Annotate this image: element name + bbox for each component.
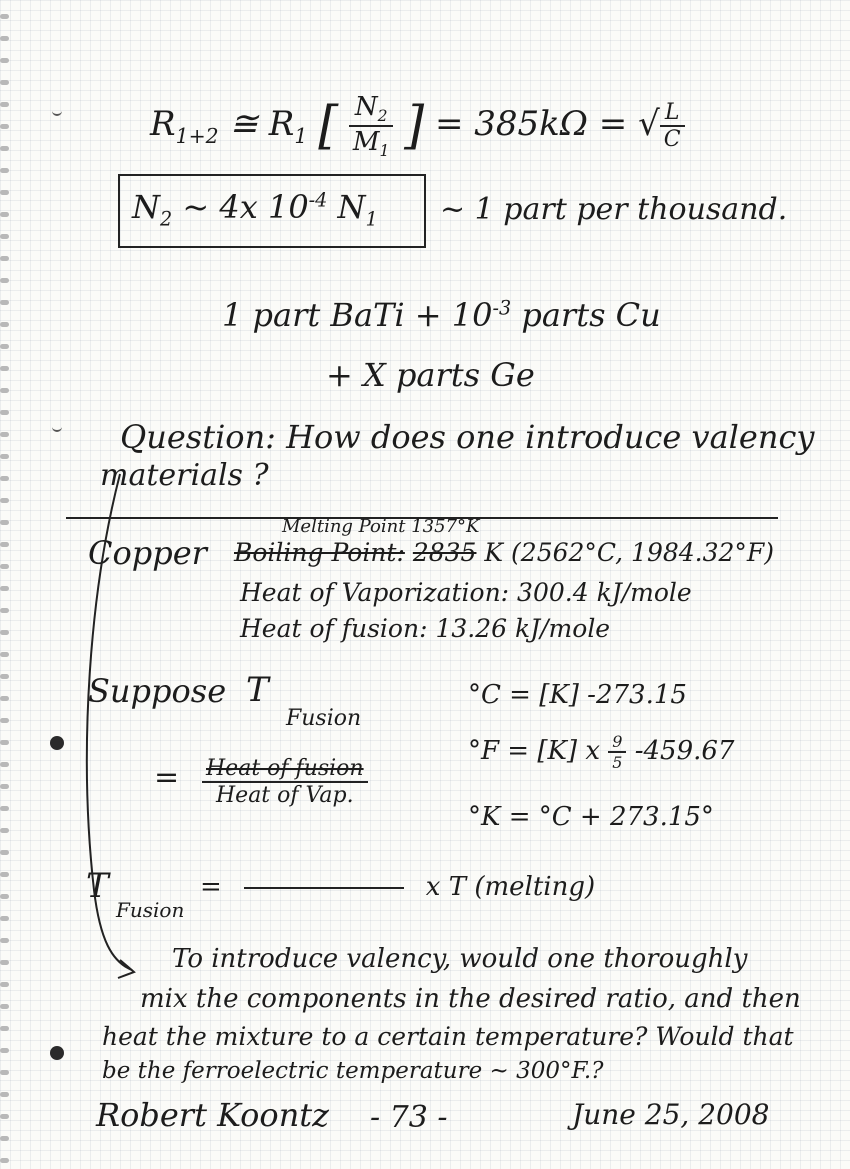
celsius-conversion: °C = [K] -273.15 bbox=[468, 680, 687, 710]
spiral-loop bbox=[0, 696, 9, 701]
spiral-loop bbox=[0, 454, 9, 459]
composition-germanium: + X parts Ge bbox=[326, 356, 535, 394]
equation-ratio: $N_2$ ~ 4x $10^{-4}$ $N_1$ bbox=[132, 188, 378, 231]
spiral-loop bbox=[0, 1158, 9, 1163]
paragraph-line-2: mix the components in the desired ratio, and then bbox=[140, 984, 801, 1014]
spiral-loop bbox=[0, 784, 9, 789]
paragraph-line-4: be the ferroelectric temperature ~ 300°F.? bbox=[102, 1058, 604, 1084]
spiral-loop bbox=[0, 894, 9, 899]
spiral-loop bbox=[0, 608, 9, 613]
t-fusion-melting-equals: = x T (melting) bbox=[200, 872, 596, 902]
spiral-loop bbox=[0, 36, 9, 41]
question-line-2: materials ? bbox=[100, 458, 269, 493]
paragraph-line-1: To introduce valency, would one thoroughly bbox=[172, 944, 748, 974]
spiral-loop bbox=[0, 1070, 9, 1075]
spiral-loop bbox=[0, 828, 9, 833]
spiral-loop bbox=[0, 938, 9, 943]
spiral-loop bbox=[0, 278, 9, 283]
melting-point-note: Melting Point 1357°K bbox=[282, 516, 480, 537]
spiral-loop bbox=[0, 476, 9, 481]
heat-ratio-fraction: $\frac{\text{Heat of fusion}}{\text{Heat of Vap.}}$ bbox=[202, 756, 368, 808]
t-fusion-subscript: Fusion bbox=[286, 706, 362, 731]
spiral-loop bbox=[0, 102, 9, 107]
kelvin-conversion: °K = °C + 273.15° bbox=[468, 802, 714, 832]
t-fusion-melting-subscript: Fusion bbox=[116, 898, 185, 922]
spiral-loop bbox=[0, 806, 9, 811]
spiral-loop bbox=[0, 740, 9, 745]
spiral-loop bbox=[0, 520, 9, 525]
spiral-loop bbox=[0, 542, 9, 547]
spiral-loop bbox=[0, 1114, 9, 1119]
entry-date: June 25, 2008 bbox=[572, 1098, 770, 1131]
spiral-loop bbox=[0, 432, 9, 437]
margin-arrow bbox=[60, 470, 150, 990]
ratio-note: ~ 1 part per thousand. bbox=[440, 192, 788, 227]
spiral-loop bbox=[0, 80, 9, 85]
margin-mark bbox=[52, 108, 62, 116]
heat-fusion-line: Heat of fusion: 13.26 kJ/mole bbox=[240, 614, 611, 643]
spiral-loop bbox=[0, 564, 9, 569]
spiral-loop bbox=[0, 168, 9, 173]
question-line-1: Question: How does one introduce valency bbox=[120, 418, 815, 456]
spiral-loop bbox=[0, 256, 9, 261]
paragraph-line-3: heat the mixture to a certain temperature? Would that bbox=[102, 1022, 794, 1051]
spiral-loop bbox=[0, 146, 9, 151]
author-signature: Robert Koontz bbox=[96, 1096, 330, 1134]
spiral-loop bbox=[0, 234, 9, 239]
spiral-loop bbox=[0, 366, 9, 371]
spiral-loop bbox=[0, 190, 9, 195]
spiral-loop bbox=[0, 1092, 9, 1097]
spiral-loop bbox=[0, 982, 9, 987]
t-fusion-symbol: T bbox=[246, 670, 269, 710]
fahrenheit-conversion: °F = [K] x $\frac{9}{5}$ -459.67 bbox=[468, 732, 735, 772]
spiral-loop bbox=[0, 850, 9, 855]
spiral-loop bbox=[0, 1136, 9, 1141]
t-fusion-melting-formula: T bbox=[86, 866, 109, 906]
spiral-loop bbox=[0, 410, 9, 415]
spiral-loop bbox=[0, 762, 9, 767]
spiral-loop bbox=[0, 916, 9, 921]
heat-vaporization-line: Heat of Vaporization: 300.4 kJ/mole bbox=[240, 578, 692, 607]
spiral-loop bbox=[0, 652, 9, 657]
spiral-loop bbox=[0, 14, 9, 19]
spiral-loop bbox=[0, 344, 9, 349]
spiral-binding bbox=[0, 0, 14, 1169]
spiral-loop bbox=[0, 1004, 9, 1009]
equation-resistance: $R_{1+2}$ ≅ $R_1$ [ $\frac{N_2}{M_1}$ ] = 385kΩ = √ $\frac{L}{C}$ bbox=[150, 92, 685, 160]
spiral-loop bbox=[0, 498, 9, 503]
spiral-loop bbox=[0, 1048, 9, 1053]
spiral-loop bbox=[0, 58, 9, 63]
spiral-loop bbox=[0, 124, 9, 129]
spiral-loop bbox=[0, 212, 9, 217]
spiral-loop bbox=[0, 872, 9, 877]
binder-hole bbox=[50, 1046, 64, 1060]
equals-sign: = bbox=[154, 760, 180, 795]
spiral-loop bbox=[0, 674, 9, 679]
spiral-loop bbox=[0, 388, 9, 393]
composition-line: 1 part BaTi + $10^{-3}$ parts Cu bbox=[222, 296, 661, 334]
spiral-loop bbox=[0, 300, 9, 305]
margin-mark bbox=[52, 424, 62, 432]
spiral-loop bbox=[0, 960, 9, 965]
spiral-loop bbox=[0, 322, 9, 327]
suppose-label: Suppose bbox=[88, 672, 227, 710]
page-number: - 73 - bbox=[370, 1100, 448, 1135]
spiral-loop bbox=[0, 1026, 9, 1031]
spiral-loop bbox=[0, 586, 9, 591]
copper-label: Copper bbox=[88, 534, 207, 572]
boiling-point-line: Boiling Point: 2835 K (2562°C, 1984.32°F) bbox=[234, 538, 775, 567]
spiral-loop bbox=[0, 718, 9, 723]
spiral-loop bbox=[0, 630, 9, 635]
